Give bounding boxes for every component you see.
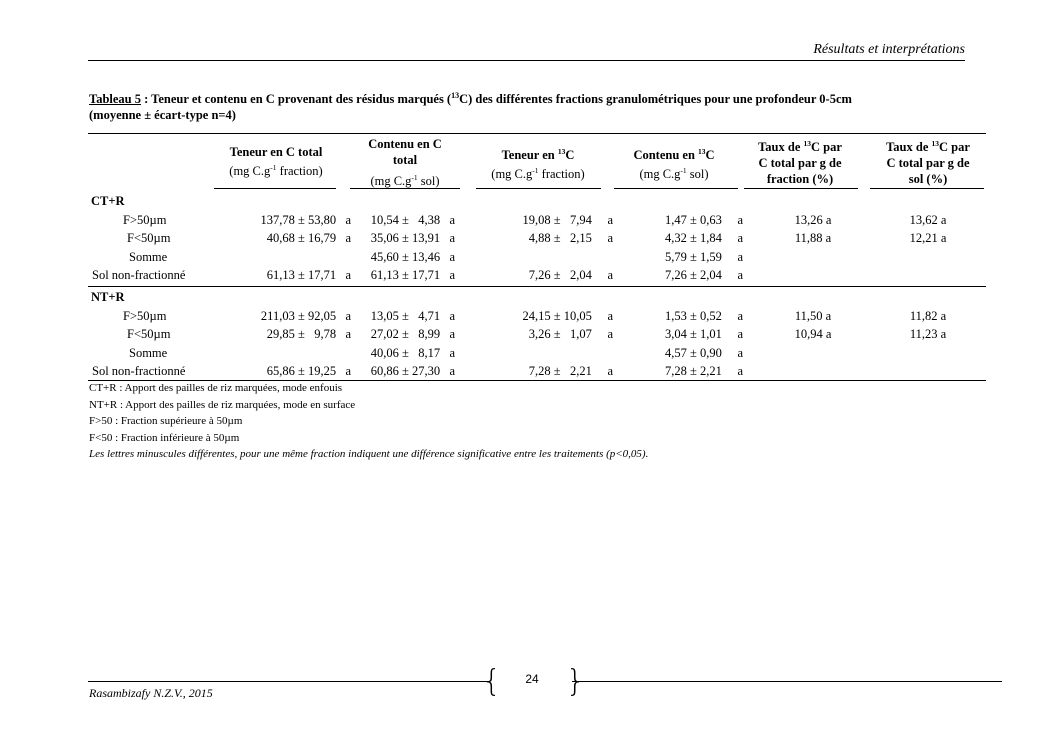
row-label: F>50µm bbox=[123, 213, 167, 227]
col-header-teneur-13c: Teneur en $^{13}$C (mg $C.g^{-1}$ fraction) bbox=[491, 147, 585, 182]
table-caption bbox=[89, 88, 969, 123]
footer-rule-right bbox=[572, 681, 1002, 682]
table-cell: 10,54 ± 4,38 a bbox=[370, 213, 455, 227]
table-cell: 137,78 ± 53,80 a bbox=[260, 213, 351, 227]
note-significance: Les lettres minuscules différentes, pour une même fraction indiquent une différence significative entre les traitements (p<0,05). bbox=[89, 448, 649, 460]
table-cell: 4,88 ± 2,15 a bbox=[528, 231, 613, 245]
table-cell: 61,13 ± 17,71 a bbox=[370, 268, 455, 282]
table-cell: 4,57 ± 0,90 a bbox=[664, 346, 743, 360]
group-label-ctr: CT+R bbox=[91, 194, 125, 208]
table-cell: 7,26 ± 2,04 a bbox=[664, 268, 743, 282]
table-cell: 24,15 ± 10,05 a bbox=[522, 309, 613, 323]
table-cell: 4,32 ± 1,84 a bbox=[664, 231, 743, 245]
table-header bbox=[88, 134, 986, 194]
note-ntr: NT+R : Apport des pailles de riz marquées, mode en surface bbox=[89, 398, 356, 411]
running-header-title: Résultats et interprétations bbox=[813, 42, 965, 57]
caption-text-1: : Teneur et contenu en C provenant des résidus marqués ( bbox=[141, 92, 452, 107]
caption-text-2: C) des différentes fractions granulométriques pour une profondeur 0-5cm bbox=[459, 92, 852, 107]
header-underline bbox=[476, 188, 601, 189]
col-header-contenu-13c: Contenu en $^{13}$C (mg $C.g^{-1}$ sol) bbox=[633, 147, 715, 182]
row-label: F<50µm bbox=[127, 231, 171, 245]
table-label: Tableau 5 bbox=[89, 92, 141, 107]
table-cell: 27,02 ± 8,99 a bbox=[370, 327, 455, 341]
table-cell: 40,06 ± 8,17 a bbox=[370, 346, 455, 360]
table-cell: 12,21 a bbox=[909, 231, 947, 245]
table-row bbox=[88, 346, 986, 364]
group-label-ntr: NT+R bbox=[91, 290, 125, 304]
table-cell: 5,79 ± 1,59 a bbox=[664, 250, 743, 264]
header-underline bbox=[214, 188, 336, 189]
right-brace-icon: } bbox=[566, 664, 586, 699]
table-cell: 3,04 ± 1,01 a bbox=[664, 327, 743, 341]
table-notes bbox=[89, 380, 648, 463]
group-divider bbox=[88, 286, 986, 287]
header-underline bbox=[350, 188, 460, 189]
table-cell: 11,88 a bbox=[794, 231, 832, 245]
caption-sup: 13 bbox=[451, 91, 460, 100]
page-number: 24 bbox=[525, 672, 539, 686]
table-cell: 211,03 ± 92,05 a bbox=[260, 309, 351, 323]
table-cell: 13,62 a bbox=[909, 213, 947, 227]
table-row bbox=[88, 268, 986, 286]
table-cell: 13,26 a bbox=[794, 213, 832, 227]
header-rule bbox=[88, 60, 965, 61]
table-cell: 45,60 ± 13,46 a bbox=[370, 250, 455, 264]
note-f-lt-50: F<50 : Fraction inférieure à 50µm bbox=[89, 431, 240, 444]
table-row bbox=[88, 213, 986, 231]
table-cell: 3,26 ± 1,07 a bbox=[528, 327, 613, 341]
table-cell: 10,94 a bbox=[794, 327, 832, 341]
table-body bbox=[88, 194, 986, 380]
table-cell: 7,28 ± 2,21 a bbox=[528, 364, 613, 378]
table-row bbox=[88, 231, 986, 249]
table-cell: 40,68 ± 16,79 a bbox=[266, 231, 351, 245]
table-cell: 29,85 ± 9,78 a bbox=[266, 327, 351, 341]
header-underline bbox=[614, 188, 738, 189]
note-ctr: CT+R : Apport des pailles de riz marquées, mode enfouis bbox=[89, 382, 343, 394]
table-cell: 7,26 ± 2,04 a bbox=[528, 268, 613, 282]
table-row bbox=[88, 327, 986, 345]
table-cell: 1,47 ± 0,63 a bbox=[664, 213, 743, 227]
table-cell: 35,06 ± 13,91 a bbox=[370, 231, 455, 245]
row-label: Somme bbox=[129, 250, 168, 264]
row-label: F>50µm bbox=[123, 309, 167, 323]
table-cell: 11,23 a bbox=[909, 327, 947, 341]
table-cell: 13,05 ± 4,71 a bbox=[370, 309, 455, 323]
table-cell: 61,13 ± 17,71 a bbox=[266, 268, 351, 282]
footer-rule-left bbox=[88, 681, 490, 682]
results-table bbox=[88, 133, 986, 381]
table-cell: 60,86 ± 27,30 a bbox=[370, 364, 455, 378]
col-header-taux-sol: Taux de $^{13}$C par C total par g de sol (%) bbox=[886, 139, 970, 187]
table-cell: 11,50 a bbox=[794, 309, 832, 323]
row-label: F<50µm bbox=[127, 327, 171, 341]
table-cell: 1,53 ± 0,52 a bbox=[664, 309, 743, 323]
col-header-taux-fraction: Taux de $^{13}$C par C total par g de fraction (%) bbox=[758, 139, 842, 187]
table-cell: 65,86 ± 19,25 a bbox=[266, 364, 351, 378]
left-brace-icon: { bbox=[482, 664, 502, 699]
row-label: Sol non-fractionné bbox=[92, 268, 186, 282]
table-cell: 19,08 ± 7,94 a bbox=[522, 213, 613, 227]
table-cell: 7,28 ± 2,21 a bbox=[664, 364, 743, 378]
header-underline bbox=[744, 188, 858, 189]
table-cell: 11,82 a bbox=[909, 309, 947, 323]
col-header-contenu-c: Contenu en C total (mg $C.g^{-1}$ sol) bbox=[368, 137, 442, 189]
col-header-c-total: Teneur en C total (mg $C.g^{-1}$ fraction) bbox=[229, 145, 323, 179]
header-underline bbox=[870, 188, 984, 189]
note-f-gt-50: F>50 : Fraction supérieure à 50µm bbox=[89, 415, 243, 427]
row-label: Sol non-fractionné bbox=[92, 364, 186, 378]
footer-author: Rasambizafy N.Z.V., 2015 bbox=[89, 686, 213, 700]
table-row bbox=[88, 250, 986, 268]
row-label: Somme bbox=[129, 346, 168, 360]
caption-line2: (moyenne ± écart-type n=4) bbox=[89, 108, 236, 123]
table-row bbox=[88, 309, 986, 327]
